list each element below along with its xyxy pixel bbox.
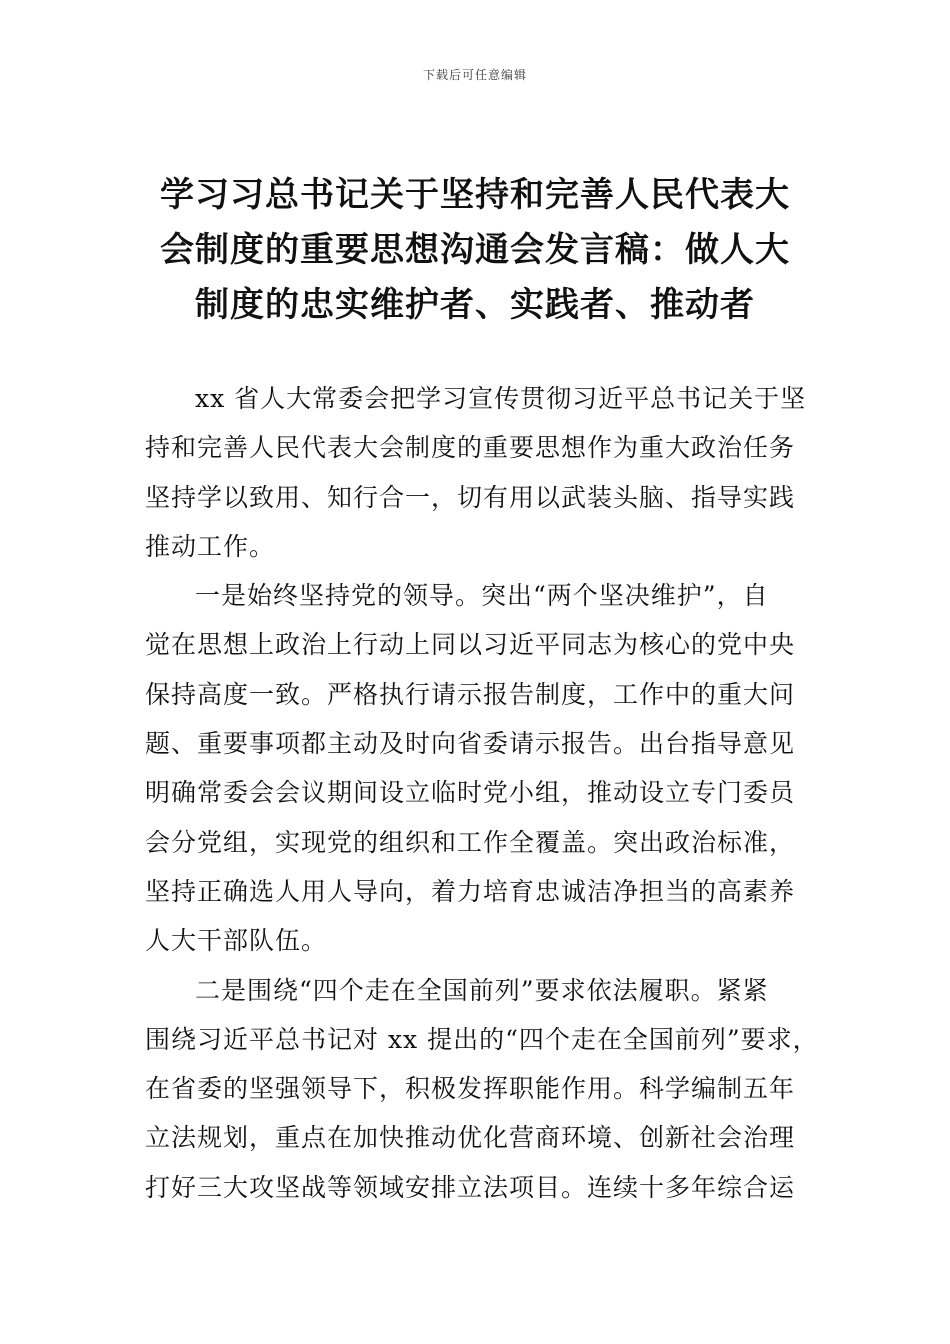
paragraph-line: 在省委的坚强领导下，积极发挥职能作用。科学编制五年: [145, 1074, 796, 1104]
paragraph-line: 推动工作。: [145, 531, 276, 561]
document-body: [145, 374, 835, 1212]
paragraph-line: 保持高度一致。严格执行请示报告制度，工作中的重大问: [145, 679, 796, 709]
paragraph-line: 一是始终坚持党的领导。突出“两个坚决维护”，自: [195, 581, 769, 611]
paragraph-line: 二是围绕“四个走在全国前列”要求依法履职。紧紧: [195, 975, 769, 1005]
paragraph-line: 立法规划，重点在加快推动优化营商环境、创新社会治理: [145, 1123, 796, 1153]
paragraph-line: 会分党组，实现党的组织和工作全覆盖。突出政治标准，: [145, 827, 796, 857]
title-line: 学习习总书记关于坚持和完善人民代表大: [160, 175, 790, 215]
paragraph-line: 持和完善人民代表大会制度的重要思想作为重大政治任务: [145, 433, 796, 463]
paragraph-line: 打好三大攻坚战等领域安排立法项目。连续十多年综合运: [145, 1172, 796, 1202]
paragraph-line: 围绕习近平总书记对 xx 提出的“四个走在全国前列”要求，: [145, 1024, 819, 1054]
title-line: 制度的忠实维护者、实践者、推动者: [195, 285, 755, 325]
paragraph-line: 觉在思想上政治上行动上同以习近平同志为核心的党中央: [145, 630, 796, 660]
header-note: 下载后可任意编辑: [422, 68, 527, 82]
paragraph-line: xx 省人大常委会把学习宣传贯彻习近平总书记关于坚: [195, 384, 807, 413]
document-title: [140, 168, 810, 333]
title-line: 会制度的重要思想沟通会发言稿：做人大: [160, 230, 790, 270]
paragraph-line: 题、重要事项都主动及时向省委请示报告。出台指导意见: [145, 729, 796, 759]
paragraph-line: 坚持学以致用、知行合一，切有用以武装头脑、指导实践: [145, 482, 796, 512]
paragraph-line: 坚持正确选人用人导向，着力培育忠诚洁净担当的高素养: [145, 876, 796, 906]
paragraph-line: 人大干部队伍。: [145, 926, 328, 956]
paragraph-line: 明确常委会会议期间设立临时党小组，推动设立专门委员: [145, 778, 796, 808]
